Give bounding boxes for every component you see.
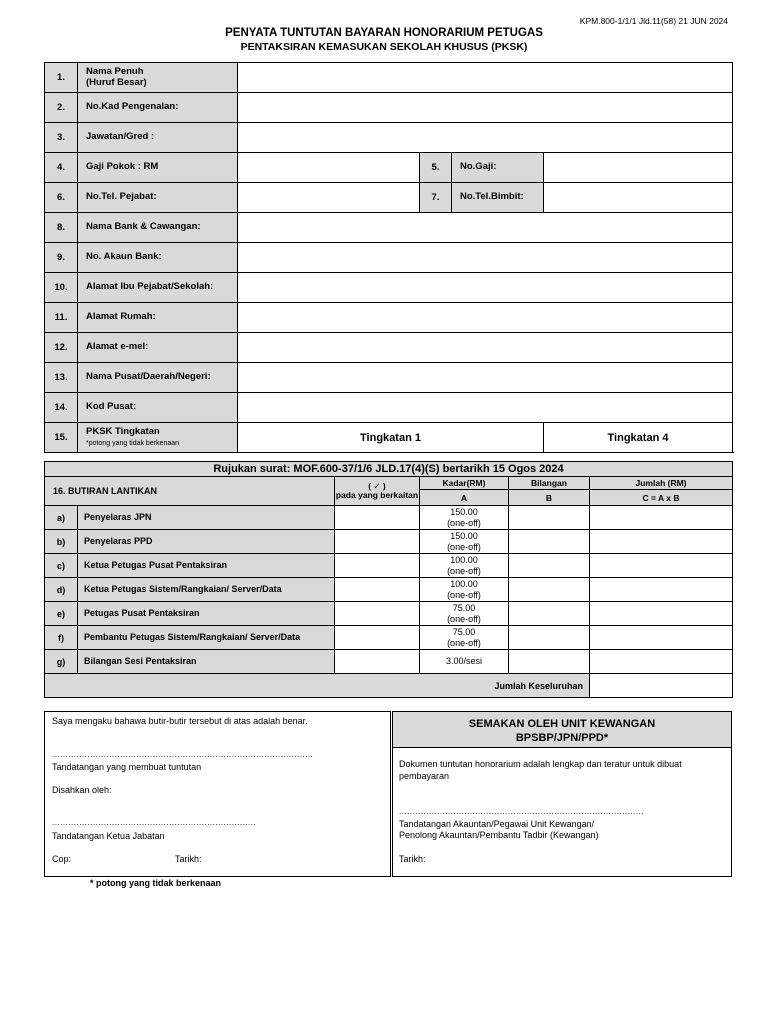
table-row bbox=[45, 626, 733, 650]
nama-pusat-field[interactable] bbox=[238, 363, 733, 393]
signature-line[interactable]: ........................................................................... bbox=[52, 818, 257, 827]
field-label: No.Tel.Bimbit: bbox=[452, 183, 544, 213]
row-number: 1. bbox=[45, 63, 78, 93]
jumlah-cell[interactable] bbox=[590, 554, 733, 578]
declaration-statement: Saya mengaku bahawa butir-butir tersebut di atas adalah benar. bbox=[52, 716, 308, 726]
row-number: 11. bbox=[45, 303, 78, 333]
total-row bbox=[45, 674, 733, 698]
bilangan-subheader: B bbox=[509, 490, 590, 506]
gaji-pokok-field[interactable] bbox=[238, 153, 420, 183]
bilangan-header: Bilangan bbox=[509, 477, 590, 490]
field-label: Alamat Rumah: bbox=[78, 303, 238, 333]
approved-by-label: Disahkan oleh: bbox=[52, 785, 112, 795]
field-label: No.Gaji: bbox=[452, 153, 544, 183]
tick-cell[interactable] bbox=[335, 554, 420, 578]
row-number: 9. bbox=[45, 243, 78, 273]
row-tingkatan bbox=[45, 423, 733, 453]
item-name: Ketua Petugas Sistem/Rangkaian/ Server/Data bbox=[78, 578, 335, 602]
jumlah-cell[interactable] bbox=[590, 626, 733, 650]
item-letter: g) bbox=[45, 650, 78, 674]
row-akaun bbox=[45, 243, 733, 273]
field-label: No.Kad Pengenalan: bbox=[78, 93, 238, 123]
bilangan-cell[interactable] bbox=[509, 602, 590, 626]
kadar-subheader: A bbox=[420, 490, 509, 506]
field-label: Jawatan/Gred : bbox=[78, 123, 238, 153]
jumlah-cell[interactable] bbox=[590, 602, 733, 626]
tingkatan-4-option[interactable]: Tingkatan 4 bbox=[544, 423, 733, 453]
bilangan-cell[interactable] bbox=[509, 578, 590, 602]
tick-cell[interactable] bbox=[335, 602, 420, 626]
field-label: No.Tel. Pejabat: bbox=[78, 183, 238, 213]
finance-signature-label-1: Tandatangan Akauntan/Pegawai Unit Kewangan/ bbox=[399, 819, 595, 829]
jumlah-subheader: C = A x B bbox=[590, 490, 733, 506]
claimant-signature-label: Tandatangan yang membuat tuntutan bbox=[52, 762, 202, 772]
bilangan-cell[interactable] bbox=[509, 530, 590, 554]
row-number: 2. bbox=[45, 93, 78, 123]
signature-line[interactable]: ................................................................................................ bbox=[52, 750, 314, 759]
row-alamat-pejabat bbox=[45, 273, 733, 303]
item-name: Penyelaras JPN bbox=[78, 506, 335, 530]
kadar-header: Kadar(RM) bbox=[420, 477, 509, 490]
item-letter: a) bbox=[45, 506, 78, 530]
item-letter: b) bbox=[45, 530, 78, 554]
row-number: 7. bbox=[420, 183, 452, 213]
jumlah-cell[interactable] bbox=[590, 506, 733, 530]
tarikh-label: Tarikh: bbox=[175, 854, 202, 864]
rate-cell: 150.00 (one-off) bbox=[420, 530, 509, 554]
akaun-bank-field[interactable] bbox=[238, 243, 733, 273]
total-label: Jumlah Keseluruhan bbox=[45, 674, 590, 698]
row-nama-penuh bbox=[45, 63, 733, 93]
jawatan-field[interactable] bbox=[238, 123, 733, 153]
table-row bbox=[45, 554, 733, 578]
tick-cell[interactable] bbox=[335, 626, 420, 650]
field-label: No. Akaun Bank: bbox=[78, 243, 238, 273]
tick-cell[interactable] bbox=[335, 506, 420, 530]
form-reference: KPM.800-1/1/1 Jld.11(58) 21 JUN 2024 bbox=[579, 16, 728, 26]
form-subtitle: PENTAKSIRAN KEMASUKAN SEKOLAH KHUSUS (PKSK) bbox=[240, 41, 528, 53]
finance-check-box bbox=[392, 711, 732, 877]
item-name: Ketua Petugas Pusat Pentaksiran bbox=[78, 554, 335, 578]
row-number: 4. bbox=[45, 153, 78, 183]
table-row bbox=[45, 602, 733, 626]
tick-column-header: ( ✓ ) pada yang berkaitan bbox=[335, 477, 420, 506]
appointment-table bbox=[44, 461, 733, 698]
row-number: 8. bbox=[45, 213, 78, 243]
table-row bbox=[45, 506, 733, 530]
form-title: PENYATA TUNTUTAN BAYARAN HONORARIUM PETUGAS bbox=[225, 27, 543, 39]
jumlah-cell[interactable] bbox=[590, 650, 733, 674]
declaration-box bbox=[44, 711, 391, 877]
finance-statement: Dokumen tuntutan honorarium adalah lengkap dan teratur untuk dibuat pembayaran bbox=[399, 759, 682, 781]
rate-cell: 150.00 (one-off) bbox=[420, 506, 509, 530]
jumlah-cell[interactable] bbox=[590, 530, 733, 554]
no-gaji-field[interactable] bbox=[544, 153, 733, 183]
kad-pengenalan-field[interactable] bbox=[238, 93, 733, 123]
row-telefon bbox=[45, 183, 733, 213]
row-jawatan bbox=[45, 123, 733, 153]
kod-pusat-field[interactable] bbox=[238, 393, 733, 423]
rate-cell: 100.00 (one-off) bbox=[420, 554, 509, 578]
alamat-pejabat-field[interactable] bbox=[238, 273, 733, 303]
item-letter: e) bbox=[45, 602, 78, 626]
rate-cell: 75.00 (one-off) bbox=[420, 602, 509, 626]
tick-cell[interactable] bbox=[335, 530, 420, 554]
rate-cell: 100.00 (one-off) bbox=[420, 578, 509, 602]
cop-label: Cop: bbox=[52, 854, 72, 864]
tick-cell[interactable] bbox=[335, 650, 420, 674]
bilangan-cell[interactable] bbox=[509, 650, 590, 674]
finance-title: SEMAKAN OLEH UNIT KEWANGAN BPSBP/JPN/PPD* bbox=[393, 712, 731, 748]
tarikh-label: Tarikh: bbox=[399, 854, 426, 864]
footnote: * potong yang tidak berkenaan bbox=[90, 878, 222, 888]
field-label: PKSK Tingkatan *potong yang tidak berkenaan bbox=[78, 423, 238, 453]
check-icon: ( ✓ ) bbox=[368, 480, 386, 491]
finance-signature-label-2: Penolong Akauntan/Pembantu Tadbir (Kewangan) bbox=[399, 830, 599, 840]
row-number: 6. bbox=[45, 183, 78, 213]
bilangan-cell[interactable] bbox=[509, 626, 590, 650]
row-number: 14. bbox=[45, 393, 78, 423]
bilangan-cell[interactable] bbox=[509, 554, 590, 578]
item-name: Bilangan Sesi Pentaksiran bbox=[78, 650, 335, 674]
item-name: Penyelaras PPD bbox=[78, 530, 335, 554]
bank-field[interactable] bbox=[238, 213, 733, 243]
tel-pejabat-field[interactable] bbox=[238, 183, 420, 213]
table-row bbox=[45, 650, 733, 674]
field-label: Nama Penuh (Huruf Besar) bbox=[78, 63, 238, 93]
total-value-field[interactable] bbox=[590, 674, 733, 698]
row-pusat bbox=[45, 363, 733, 393]
section-label: 16. BUTIRAN LANTIKAN bbox=[45, 477, 335, 506]
table-row bbox=[45, 578, 733, 602]
row-kod-pusat bbox=[45, 393, 733, 423]
row-number: 12. bbox=[45, 333, 78, 363]
tel-bimbit-field[interactable] bbox=[544, 183, 733, 213]
rate-cell: 3.00/sesi bbox=[420, 650, 509, 674]
nama-penuh-field[interactable] bbox=[238, 63, 733, 93]
jumlah-cell[interactable] bbox=[590, 578, 733, 602]
row-email bbox=[45, 333, 733, 363]
row-number: 15. bbox=[45, 423, 78, 453]
item-name: Petugas Pusat Pentaksiran bbox=[78, 602, 335, 626]
item-letter: c) bbox=[45, 554, 78, 578]
bilangan-cell[interactable] bbox=[509, 506, 590, 530]
table-row bbox=[45, 530, 733, 554]
tick-cell[interactable] bbox=[335, 578, 420, 602]
item-letter: d) bbox=[45, 578, 78, 602]
row-number: 10. bbox=[45, 273, 78, 303]
tingkatan-1-option[interactable]: Tingkatan 1 bbox=[238, 423, 544, 453]
row-bank bbox=[45, 213, 733, 243]
personal-details-table bbox=[44, 62, 733, 453]
row-number: 3. bbox=[45, 123, 78, 153]
email-field[interactable] bbox=[238, 333, 733, 363]
field-label: Kod Pusat: bbox=[78, 393, 238, 423]
row-alamat-rumah bbox=[45, 303, 733, 333]
row-number: 5. bbox=[420, 153, 452, 183]
field-label: Alamat e-mel: bbox=[78, 333, 238, 363]
field-label: Alamat Ibu Pejabat/Sekolah: bbox=[78, 273, 238, 303]
row-number: 13. bbox=[45, 363, 78, 393]
signature-line[interactable]: .......................................................................................... bbox=[399, 807, 645, 816]
jumlah-header: Jumlah (RM) bbox=[590, 477, 733, 490]
row-kad-pengenalan bbox=[45, 93, 733, 123]
item-name: Pembantu Petugas Sistem/Rangkaian/ Server/Data bbox=[78, 626, 335, 650]
field-label: Gaji Pokok : RM bbox=[78, 153, 238, 183]
field-label: Nama Bank & Cawangan: bbox=[78, 213, 238, 243]
field-label: Nama Pusat/Daerah/Negeri: bbox=[78, 363, 238, 393]
row-gaji bbox=[45, 153, 733, 183]
rate-cell: 75.00 (one-off) bbox=[420, 626, 509, 650]
head-signature-label: Tandatangan Ketua Jabatan bbox=[52, 831, 165, 841]
reference-letter: Rujukan surat: MOF.600-37/1/6 JLD.17(4)(S) bertarikh 15 Ogos 2024 bbox=[45, 462, 733, 477]
item-letter: f) bbox=[45, 626, 78, 650]
alamat-rumah-field[interactable] bbox=[238, 303, 733, 333]
